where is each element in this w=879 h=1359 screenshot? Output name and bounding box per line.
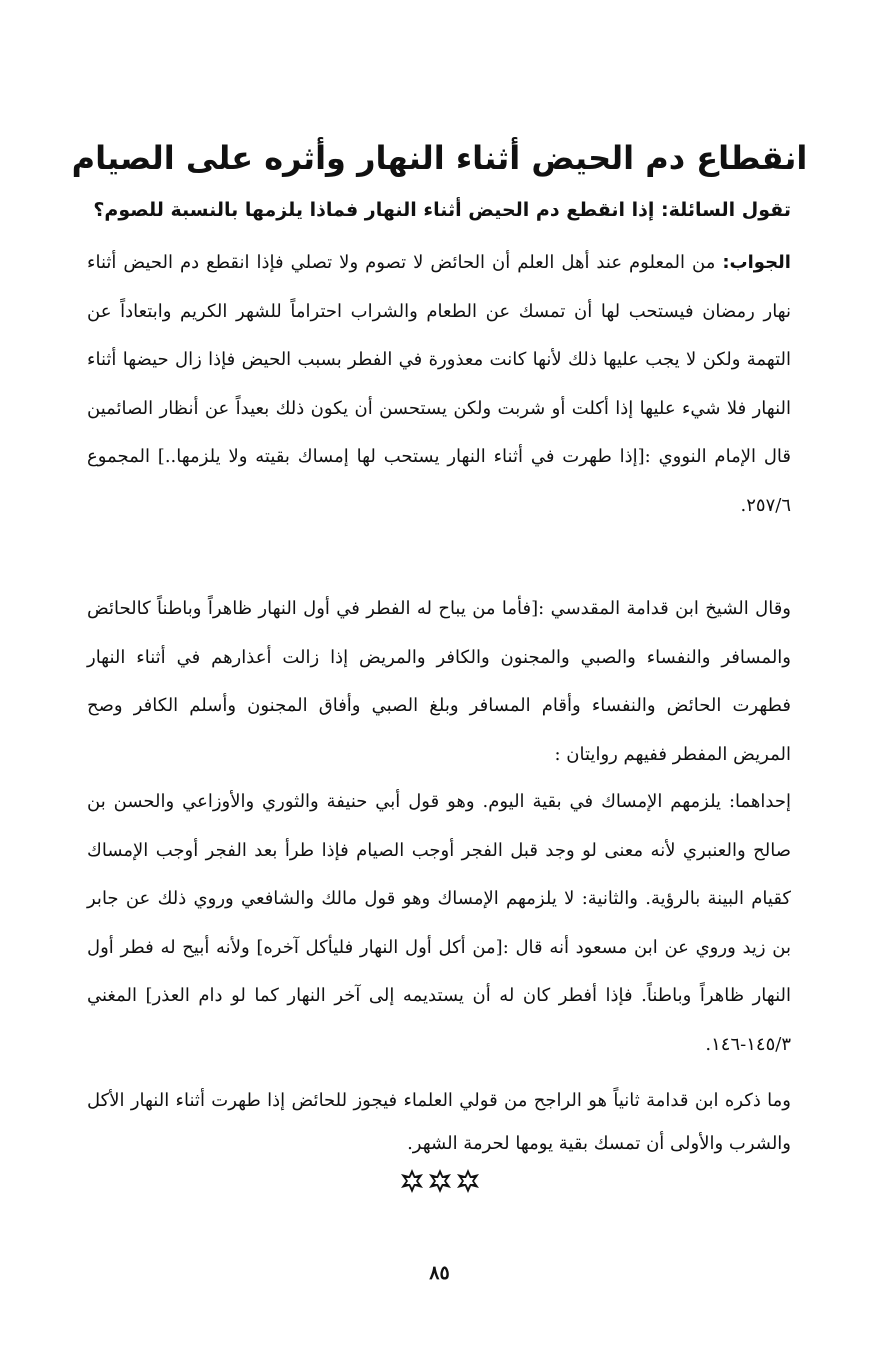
answer-paragraph-2: وقال الشيخ ابن قدامة المقدسي :[فأما من يباح له الفطر في أول النهار ظاهراً وباطناً كالحائض والمسافر والنفساء والصبي والمجنون والكافر والمريض إذا زالت أعذارهم في أثناء النهار فطهرت الحائض والنفساء وأقام المسافر وبلغ الصبي وأفاق المجنون وأسلم الكافر وصح المريض المفطر ففيهم روايتان :	[87, 598, 792, 765]
answer-paragraph-1-text: من المعلوم عند أهل العلم أن الحائض لا تصوم ولا تصلي فإذا انقطع دم الحيض أثناء نهار رمضان فيستحب لها أن تمسك عن الطعام والشراب احتراماً للشهر الكريم وابتعاداً عن التهمة ولكن لا يجب عليها ذلك لأنها كانت معذورة في الفطر بسبب الحيض فإذا زال حيضها أثناء النهار فلا شيء عليها إذا أكلت أو شربت ولكن يستحسن أن يكون ذلك بعيداً عن أنظار الصائمين قال الإمام النووي :[إذا طهرت في أثناء النهار يستحب لها إمساك بقيته ولا يلزمها..] المجموع ٢٥٧/٦.	[87, 252, 791, 516]
three-star-flowers-ornament-icon	[0, 1168, 879, 1194]
answer-label: الجواب:	[722, 252, 791, 273]
star-flower-icon	[455, 1168, 481, 1194]
answer-paragraph-1	[87, 239, 791, 530]
answer-paragraph-3: إحداهما: يلزمهم الإمساك في بقية اليوم. وهو قول أبي حنيفة والثوري والأوزاعي والحسن بن صالح والعنبري لأنه معنى لو وجد قبل الفجر أوجب الصيام فإذا طرأ بعد الفجر أوجب الإمساك كقيام البينة بالرؤية. والثانية: لا يلزمهم الإمساك وهو قول مالك والشافعي وروي ذلك عن جابر بن زيد وروي عن ابن مسعود أنه قال :[من أكل أول النهار فليأكل آخره] ولأنه أبيح له فطر أول النهار ظاهراً وباطناً. فإذا أفطر كان له أن يستديمه إلى آخر النهار كما لو دام العذر] المغني ١٤٥/٣-١٤٦.	[87, 791, 791, 1055]
page-title: انقطاع دم الحيض أثناء النهار وأثره على الصيام	[71, 139, 808, 177]
answer-paragraph-4: وما ذكره ابن قدامة ثانياً هو الراجح من قولي العلماء فيجوز للحائض إذا طهرت أثناء النهار الأكل والشرب والأولى أن تمسك بقية يومها لحرمة الشهر.	[87, 1090, 791, 1154]
page-number: ٨٥	[429, 1262, 450, 1284]
star-flower-icon	[399, 1168, 425, 1194]
star-flower-icon	[427, 1168, 453, 1194]
question-text: تقول السائلة: إذا انقطع دم الحيض أثناء النهار فماذا يلزمها بالنسبة للصوم؟	[93, 199, 791, 221]
